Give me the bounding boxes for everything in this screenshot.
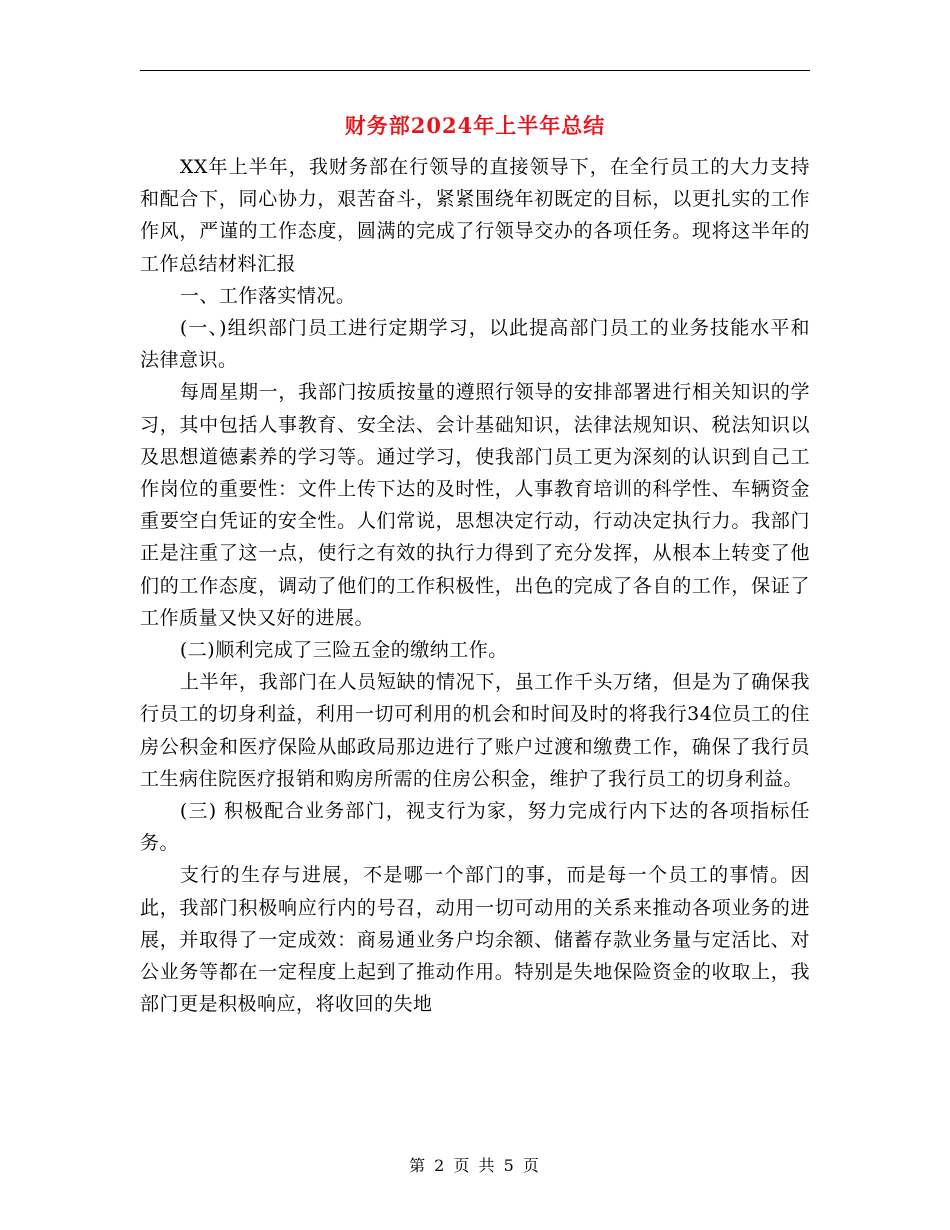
- subheading-insurance: (二)顺利完成了三险五金的缴纳工作。: [179, 639, 508, 662]
- subheading-study: (一、)组织部门员工进行定期学习，以此提高部门员工的业务技能水平和法律意识。: [140, 317, 810, 372]
- document-body: [140, 151, 810, 1020]
- page-number: 第 2 页 共 5 页: [409, 1156, 541, 1175]
- section-heading-work: 一、工作落实情况。: [179, 284, 356, 307]
- subheading-cooperation: (三) 积极配合业务部门，视支行为家，努力完成行内下达的各项指标任务。: [140, 800, 810, 855]
- paragraph-cooperation: 支行的生存与进展，不是哪一个部门的事，而是每一个员工的事情。因此，我部门积极响应行内的号召，动用一切可动用的关系来推动各项业务的进展，并取得了一定成效：商易通业务户均余额、储蓄存款业务量与定活比、对公业务等都在一定程度上起到了推动作用。特别是失地保险资金的收取上，我部门更是积极响应，将收回的失地: [140, 864, 810, 1016]
- paragraph-insurance: 上半年，我部门在人员短缺的情况下，虽工作千头万绪，但是为了确保我行员工的切身利益，利用一切可利用的机会和时间及时的将我行34位员工的住房公积金和医疗保险从邮政局那边进行了账户过渡和缴费工作，确保了我行员工生病住院医疗报销和购房所需的住房公积金，维护了我行员工的切身利益。: [140, 671, 810, 790]
- header-rule: [140, 70, 810, 71]
- paragraph-intro: XX年上半年，我财务部在行领导的直接领导下，在全行员工的大力支持和配合下，同心协力，艰苦奋斗，紧紧围绕年初既定的目标，以更扎实的工作作风，严谨的工作态度，圆满的完成了行领导交办的各项任务。现将这半年的工作总结材料汇报: [140, 156, 810, 275]
- document-title: 财务部2024年上半年总结: [344, 113, 606, 138]
- paragraph-study: 每周星期一，我部门按质按量的遵照行领导的安排部署进行相关知识的学习，其中包括人事教育、安全法、会计基础知识，法律法规知识、税法知识以及思想道德素养的学习等。通过学习，使我部门员工更为深刻的认识到自己工作岗位的重要性：文件上传下达的及时性，人事教育培训的科学性、车辆资金重要空白凭证的安全性。人们常说，思想决定行动，行动决定执行力。我部门正是注重了这一点，使行之有效的执行力得到了充分发挥，从根本上转变了他们的工作态度，调动了他们的工作积极性，出色的完成了各自的工作，保证了工作质量又快又好的进展。: [140, 381, 810, 629]
